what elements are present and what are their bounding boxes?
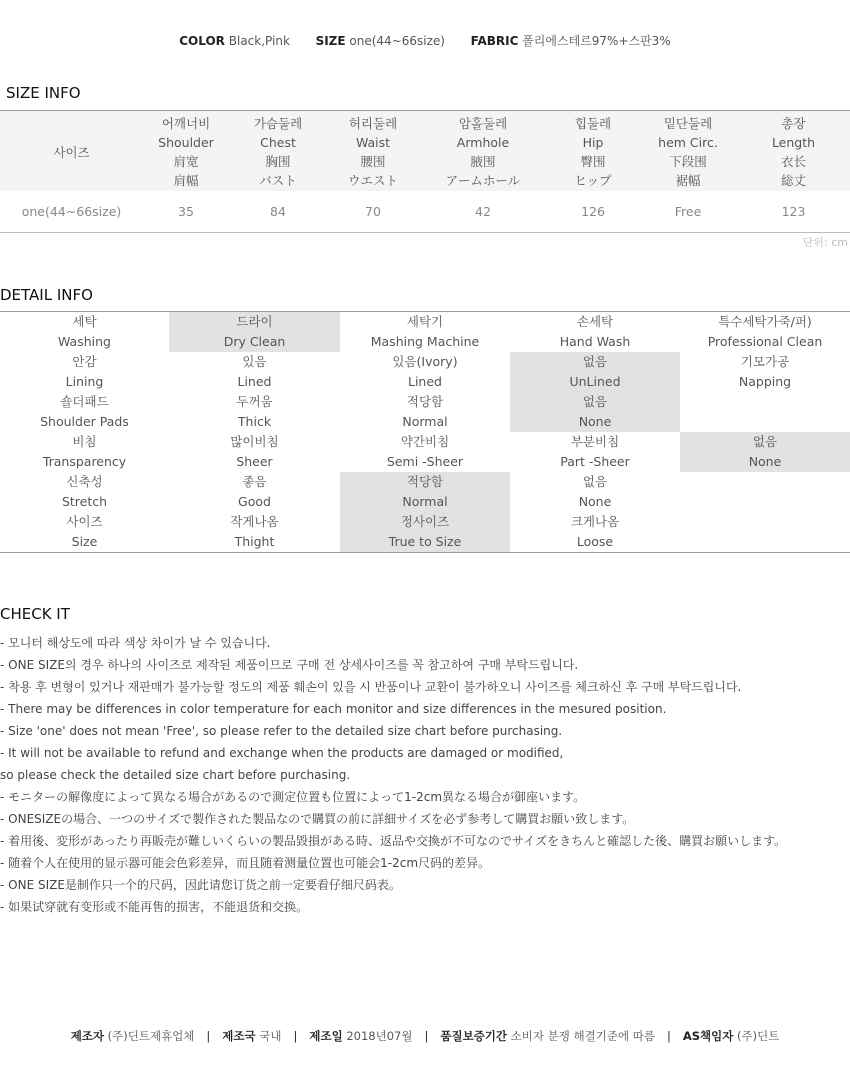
- footer-label: AS책임자: [682, 1029, 734, 1043]
- footer-label: 품질보증기간: [440, 1029, 508, 1043]
- detail-option-selected: 없음 None: [510, 392, 680, 432]
- detail-option: [680, 512, 850, 552]
- list-item: - モニターの解像度によって異なる場合があるので測定位置も位置によって1-2cm異なる場合が御座います。: [0, 790, 586, 804]
- list-item: - Size 'one' does not mean 'Free', so please refer to the detailed size chart before purchasing.: [0, 724, 563, 738]
- table-row: [0, 392, 850, 432]
- size-row-label: one(44~66size): [21, 204, 122, 219]
- detail-option: 세탁기 Mashing Machine: [370, 314, 480, 349]
- table-row: [0, 472, 850, 512]
- size-col-shoulder: 어깨너비 Shoulder 肩宽 肩幅: [158, 116, 214, 188]
- color-label: COLOR: [179, 34, 225, 48]
- size-value-length: 123: [781, 204, 806, 219]
- detail-row-label: 숄더패드 Shoulder Pads: [40, 394, 129, 429]
- detail-option-selected: 없음 None: [680, 432, 850, 472]
- footer-value: (주)딘트: [737, 1029, 780, 1043]
- size-table: [0, 110, 850, 233]
- size-info-title: SIZE INFO: [6, 84, 81, 102]
- footer-value: 국내: [259, 1029, 282, 1043]
- size-table-header: [0, 111, 850, 191]
- size-value-hem: Free: [674, 204, 702, 219]
- detail-option-selected: 정사이즈 True to Size: [340, 512, 510, 552]
- footer-value: 소비자 분쟁 해결기준에 따름: [510, 1029, 655, 1043]
- list-item: - 着用後、変形があったり再販売が難しいくらいの製品毀損がある時、返品や交換が不可なのでサイズをきちんと確認した後、購買お願いします。: [0, 834, 787, 848]
- detail-option: 있음 Lined: [237, 354, 272, 389]
- detail-option: 약간비침 Semi -Sheer: [386, 434, 464, 469]
- detail-option: 손세탁 Hand Wash: [559, 314, 631, 349]
- detail-row-label: 신축성 Stretch: [61, 474, 108, 509]
- size-value-shoulder: 35: [178, 204, 194, 219]
- detail-row-label: 비침 Transparency: [42, 434, 127, 469]
- detail-option: 두꺼움 Thick: [236, 394, 273, 429]
- size-col-armhole: 암홀둘레 Armhole 腋围 アームホール: [445, 116, 521, 188]
- size-value-waist: 70: [365, 204, 381, 219]
- color-value: Black,Pink: [228, 34, 290, 48]
- footer-separator: |: [293, 1029, 298, 1043]
- detail-option: 특수세탁가죽/퍼) Professional Clean: [707, 314, 823, 349]
- size-value-hip: 126: [581, 204, 605, 219]
- size-col-waist: 허리둘레 Waist 腰围 ウエスト: [347, 116, 398, 188]
- footer-separator: |: [666, 1029, 671, 1043]
- size-col-hip: 힙둘레 Hip 臀围 ヒップ: [574, 116, 612, 188]
- footer-label: 제조일: [309, 1029, 343, 1043]
- size-header-label: 사이즈: [53, 145, 90, 160]
- list-item: - 随着个人在使用的显示器可能会色彩差异，而且随着测量位置也可能会1-2cm尺码的差异。: [0, 856, 491, 870]
- list-item: so please check the detailed size chart before purchasing.: [0, 768, 351, 782]
- detail-option: [680, 392, 850, 432]
- detail-option: 적당함 Normal: [402, 394, 448, 429]
- detail-info-title: DETAIL INFO: [0, 286, 93, 304]
- table-row: [0, 352, 850, 392]
- check-it-list: [0, 632, 850, 918]
- detail-option: 없음 None: [578, 474, 612, 509]
- detail-row-label: 세탁 Washing: [58, 314, 111, 349]
- detail-table: [0, 311, 850, 553]
- table-row: [0, 191, 850, 232]
- list-item: - 모니터 해상도에 따라 색상 차이가 날 수 있습니다.: [0, 636, 271, 650]
- detail-row-label: 사이즈 Size: [66, 514, 103, 549]
- list-item: - ONE SIZE의 경우 하나의 사이즈로 제작된 제품이므로 구매 전 상세사이즈를 꼭 참고하여 구매 부탁드립니다.: [0, 658, 579, 672]
- size-value: one(44~66size): [349, 34, 445, 48]
- detail-option-selected: 적당함 Normal: [340, 472, 510, 512]
- footer-separator: |: [206, 1029, 211, 1043]
- table-row: [0, 512, 850, 552]
- footer-label: 제조국: [222, 1029, 256, 1043]
- detail-option: [680, 472, 850, 512]
- detail-option: 기모가공 Napping: [738, 354, 792, 389]
- detail-row-label: 안감 Lining: [65, 354, 104, 389]
- list-item: - It will not be available to refund and exchange when the products are damaged or modified,: [0, 746, 564, 760]
- table-row: [0, 312, 850, 352]
- footer-label: 제조자: [70, 1029, 105, 1043]
- list-item: - ONESIZEの場合、一つのサイズで製作された製品なので購買の前に詳細サイズを必ず参考して購買お願い致します。: [0, 812, 635, 826]
- check-it-title: CHECK IT: [0, 605, 70, 623]
- size-value-armhole: 42: [475, 204, 491, 219]
- fabric-label: FABRIC: [470, 34, 519, 48]
- footer-separator: |: [424, 1029, 429, 1043]
- footer-value: 2018년07월: [346, 1029, 413, 1043]
- fabric-value: 폴리에스테르97%+스판3%: [522, 34, 671, 48]
- size-label: SIZE: [315, 34, 346, 48]
- table-row: [0, 432, 850, 472]
- size-col-hem: 밑단둘레 hem Circ. 下段围 裾幅: [658, 116, 718, 188]
- footer-info: [0, 1028, 850, 1044]
- list-item: - ONE SIZE是制作只一个的尺码，因此请您订货之前一定要看仔细尺码表。: [0, 878, 401, 892]
- unit-note: 단위: cm: [802, 236, 848, 249]
- detail-option: 있음(Ivory) Lined: [392, 354, 458, 389]
- size-col-chest: 가슴둘레 Chest 胸围 バスト: [253, 116, 303, 188]
- detail-option: 많이비침 Sheer: [230, 434, 279, 469]
- product-meta: [0, 32, 850, 49]
- detail-option: 작게나옴 Thight: [230, 514, 279, 549]
- list-item: - There may be differences in color temperature for each monitor and size differences in the mesured position.: [0, 702, 667, 716]
- detail-option: 좋음 Good: [238, 474, 271, 509]
- size-col-length: 총장 Length 衣长 総丈: [771, 116, 816, 188]
- detail-option: 크게나옴 Loose: [570, 514, 620, 549]
- list-item: - 착용 후 변형이 있거나 재판매가 불가능할 정도의 제품 훼손이 있을 시 반품이나 교환이 불가하오니 사이즈를 체크하신 후 구매 부탁드립니다.: [0, 680, 742, 694]
- detail-option-selected: 드라이 Dry Clean: [169, 312, 340, 352]
- footer-value: (주)딘트제휴업체: [107, 1029, 195, 1043]
- list-item: - 如果试穿就有变形或不能再售的损害，不能退货和交换。: [0, 900, 309, 914]
- detail-option-selected: 없음 UnLined: [510, 352, 680, 392]
- detail-option: 부분비침 Part -Sheer: [560, 434, 630, 469]
- size-value-chest: 84: [270, 204, 286, 219]
